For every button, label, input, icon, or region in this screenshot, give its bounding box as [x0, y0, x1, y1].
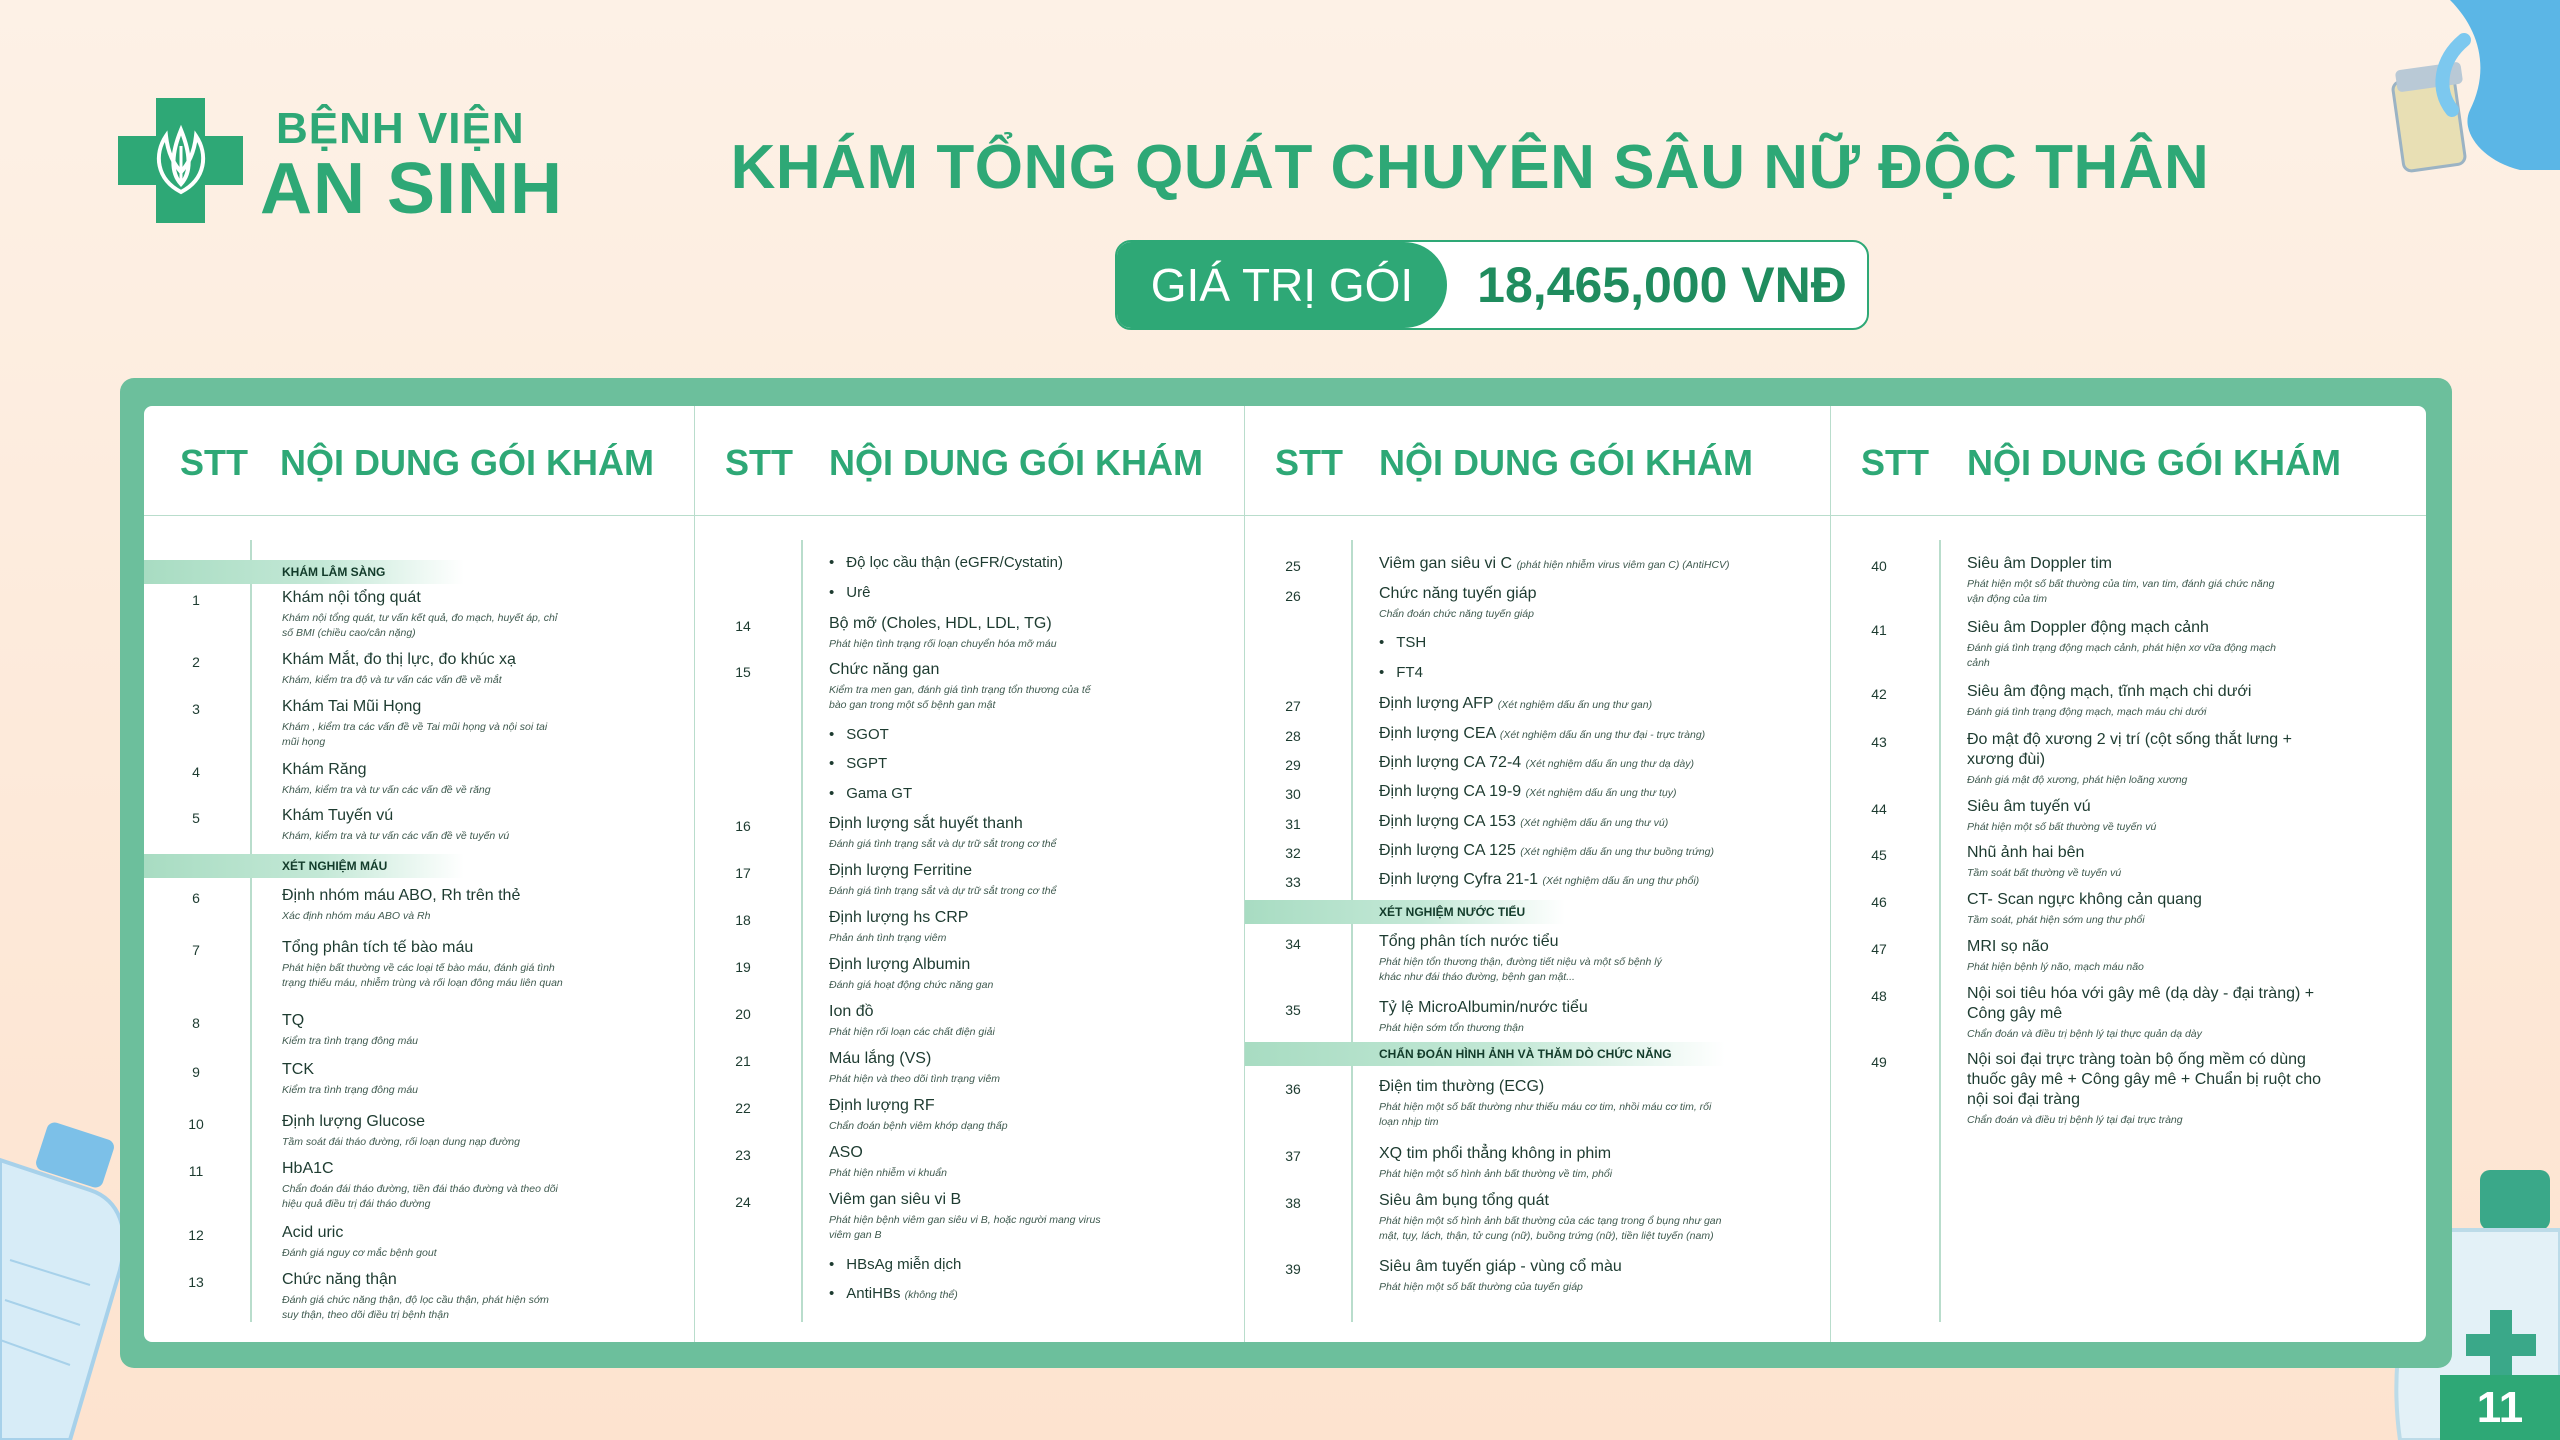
- item-name: Ion đồ: [829, 1003, 874, 1020]
- item-name: Khám Tai Mũi Họng: [282, 698, 422, 715]
- item-desc: Phát hiện một số bất thường của tuyến giáp: [1379, 1281, 1583, 1293]
- row-number: 44: [1871, 801, 1887, 817]
- item-desc: Chẩn đoán và điều trị bệnh lý tại đại trực tràng: [1967, 1114, 2183, 1126]
- sub-item: • AntiHBs (không thể): [829, 1285, 958, 1302]
- row-number: 19: [735, 959, 751, 975]
- item-name: TCK: [282, 1061, 314, 1078]
- item-desc: Phát hiện một số bất thường về tuyến vú: [1967, 821, 2157, 833]
- row-number: 35: [1285, 1002, 1301, 1018]
- item-desc: Xác định nhóm máu ABO và Rh: [282, 910, 431, 922]
- sub-item: • SGPT: [829, 755, 887, 772]
- item-desc: Phát hiện nhiễm vi khuẩn: [829, 1167, 947, 1179]
- row-number: 10: [188, 1116, 204, 1132]
- item-name: Định lượng hs CRP: [829, 909, 969, 926]
- item-name: XQ tim phổi thẳng không in phim: [1379, 1145, 1612, 1162]
- sub-item: • SGOT: [829, 726, 889, 743]
- hospital-logo: [118, 98, 600, 229]
- row-number: 27: [1285, 698, 1301, 714]
- item-desc: Đánh giá tình trạng sắt và dự trữ sắt trong cơ thể: [829, 838, 1057, 850]
- item-desc: Phát hiện rối loạn các chất điện giải: [829, 1026, 995, 1038]
- row-number: 39: [1285, 1261, 1301, 1277]
- item-name: Siêu âm bụng tổng quát: [1379, 1192, 1549, 1209]
- package-table-panel: [120, 378, 2452, 1368]
- item-desc: Phát hiện và theo dõi tình trạng viêm: [829, 1073, 1001, 1085]
- row-number: 9: [192, 1064, 200, 1080]
- package-price-box: [1115, 240, 1869, 330]
- row-number: 16: [735, 818, 751, 834]
- sub-item: • Độ lọc cầu thận (eGFR/Cystatin): [829, 554, 1063, 571]
- item-desc: Kiểm tra men gan, đánh giá tình trạng tổn thương của tế: [829, 684, 1091, 696]
- row-number: 21: [735, 1053, 751, 1069]
- sub-item: • Gama GT: [829, 785, 912, 802]
- item-name: Máu lắng (VS): [829, 1050, 932, 1067]
- column-header: [144, 406, 694, 516]
- item-name: Định lượng CA 19-9 (Xét nghiệm dấu ấn ung thư tụy): [1379, 783, 1677, 800]
- item-desc: Khám , kiểm tra các vấn đề về Tai mũi họng và nội soi tai: [282, 721, 548, 733]
- row-number: 22: [735, 1100, 751, 1116]
- row-number: 23: [735, 1147, 751, 1163]
- row-number: 29: [1285, 757, 1301, 773]
- row-number: 45: [1871, 847, 1887, 863]
- row-number: 42: [1871, 686, 1887, 702]
- item-name: Khám Mắt, đo thị lực, đo khúc xạ: [282, 651, 516, 668]
- item-name: Siêu âm tuyến giáp - vùng cổ màu: [1379, 1258, 1622, 1275]
- price-label: GIÁ TRỊ GÓI: [1117, 242, 1447, 328]
- item-desc: Khám, kiểm tra và tư vấn các vấn đề về tuyến vú: [282, 830, 510, 842]
- item-desc: khác như đái tháo đường, bệnh gan mật...: [1379, 971, 1575, 983]
- sub-item: • Urê: [829, 584, 870, 601]
- item-desc: Đánh giá chức năng thận, độ lọc cầu thận, phát hiện sớm: [282, 1294, 549, 1306]
- item-desc: Phát hiện một số bất thường của tim, van tim, đánh giá chức năng: [1967, 578, 2275, 590]
- row-number: 7: [192, 942, 200, 958]
- row-number: 31: [1285, 816, 1301, 832]
- item-name: CT- Scan ngực không cản quang: [1967, 891, 2202, 908]
- item-name: HbA1C: [282, 1160, 334, 1177]
- item-name: Định lượng AFP (Xét nghiệm dấu ấn ung thư gan): [1379, 695, 1653, 712]
- header-content: NỘI DUNG GÓI KHÁM: [829, 442, 1203, 483]
- table-column-1: [144, 406, 694, 1342]
- row-number: 18: [735, 912, 751, 928]
- row-number: 24: [735, 1194, 751, 1210]
- item-desc: hiệu quả điều trị đái tháo đường: [282, 1198, 431, 1210]
- row-number: 40: [1871, 558, 1887, 574]
- item-desc: loạn nhịp tim: [1379, 1116, 1439, 1128]
- header-content: NỘI DUNG GÓI KHÁM: [1967, 442, 2341, 483]
- item-desc: bào gan trong một số bệnh gan mật: [829, 699, 996, 711]
- logo-text-line2: AN SINH: [260, 149, 564, 229]
- row-number: 1: [192, 592, 200, 608]
- price-value: 18,465,000 VNĐ: [1477, 257, 1847, 313]
- item-name: Định lượng CA 72-4 (Xét nghiệm dấu ấn ung thư dạ dày): [1379, 754, 1694, 771]
- row-number: 13: [188, 1274, 204, 1290]
- item-desc: Đánh giá hoạt động chức năng gan: [829, 979, 994, 991]
- item-name: Nội soi đại trực tràng toàn bộ ống mềm có dùng: [1967, 1051, 2306, 1068]
- row-number: 34: [1285, 936, 1301, 952]
- item-desc: mũi họng: [282, 736, 326, 748]
- item-desc: Phát hiện một số bất thường như thiếu máu cơ tim, nhồi máu cơ tim, rối: [1379, 1101, 1712, 1113]
- item-name: Định lượng CA 153 (Xét nghiệm dấu ấn ung thư vú): [1379, 813, 1669, 830]
- item-desc: Đánh giá tình trạng động mạch, mạch máu chi dưới: [1967, 706, 2207, 718]
- item-desc: Phát hiện một số hình ảnh bất thường về tim, phổi: [1379, 1168, 1613, 1180]
- item-desc: Kiểm tra tình trạng đông máu: [282, 1035, 418, 1047]
- item-desc: Phát hiện bất thường về các loại tế bào máu, đánh giá tình: [282, 962, 555, 974]
- item-name: Viêm gan siêu vi B: [829, 1191, 962, 1208]
- row-number: 12: [188, 1227, 204, 1243]
- item-desc: Đánh giá tình trạng động mạch cảnh, phát hiện xơ vữa động mạch: [1967, 642, 2276, 654]
- item-desc: Chẩn đoán chức năng tuyến giáp: [1379, 608, 1534, 620]
- item-desc: Phát hiện sớm tổn thương thận: [1379, 1022, 1524, 1034]
- item-desc: Khám, kiểm tra độ và tư vấn các vấn đề về mắt: [282, 674, 502, 686]
- item-name: Chức năng gan: [829, 661, 940, 678]
- header-stt: STT: [725, 442, 793, 483]
- column-header: [1831, 406, 2426, 516]
- row-number: 2: [192, 654, 200, 670]
- item-desc: Tầm soát đái tháo đường, rối loạn dung nạp đường: [282, 1136, 520, 1148]
- item-name: Khám Tuyến vú: [282, 807, 394, 824]
- item-name: Tổng phân tích nước tiểu: [1379, 933, 1559, 950]
- item-name-cont: nội soi đại tràng: [1967, 1091, 2080, 1108]
- item-name: Tỷ lệ MicroAlbumin/nước tiểu: [1379, 999, 1588, 1016]
- item-desc: vận động của tim: [1967, 593, 2047, 605]
- item-name: Khám nội tổng quát: [282, 589, 421, 606]
- item-name-cont: thuốc gây mê + Công gây mê + Chuẩn bị ruột cho: [1967, 1071, 2321, 1088]
- item-name: Nhũ ảnh hai bên: [1967, 844, 2085, 861]
- item-name: Định lượng sắt huyết thanh: [829, 815, 1023, 832]
- row-number: 32: [1285, 845, 1301, 861]
- sub-item: • FT4: [1379, 664, 1423, 681]
- row-number: 8: [192, 1015, 200, 1031]
- item-name: Định lượng CEA (Xét nghiệm dấu ấn ung thư đại - trực tràng): [1379, 725, 1706, 742]
- row-number: 33: [1285, 874, 1301, 890]
- item-desc: Phát hiện một số hình ảnh bất thường của các tạng trong ổ bụng như gan: [1379, 1215, 1722, 1227]
- column-header: [1245, 406, 1830, 516]
- row-number: 37: [1285, 1148, 1301, 1164]
- item-desc: Đánh giá nguy cơ mắc bệnh gout: [282, 1247, 437, 1259]
- item-name: MRI sọ não: [1967, 938, 2049, 955]
- logo-text-line1: BỆNH VIỆN: [276, 104, 525, 153]
- item-name: Siêu âm Doppler tim: [1967, 555, 2112, 572]
- item-desc: Khám nội tổng quát, tư vấn kết quả, đo mạch, huyết áp, chỉ: [282, 612, 558, 624]
- table-column-2: [694, 406, 1244, 1342]
- header-content: NỘI DUNG GÓI KHÁM: [280, 442, 654, 483]
- item-desc: Đánh giá tình trạng sắt và dự trữ sắt trong cơ thể: [829, 885, 1057, 897]
- item-name: Định lượng Cyfra 21-1 (Xét nghiệm dấu ấn ung thư phổi): [1379, 871, 1700, 888]
- row-number: 20: [735, 1006, 751, 1022]
- item-name: Định lượng Ferritine: [829, 862, 973, 879]
- item-desc: Phát hiện bệnh lý não, mạch máu não: [1967, 961, 2144, 973]
- item-desc: Phản ánh tình trạng viêm: [829, 932, 947, 944]
- gloved-hand-sample-icon: [2360, 0, 2560, 200]
- row-number: 4: [192, 764, 200, 780]
- page-number: 11: [2440, 1375, 2560, 1440]
- row-number: 25: [1285, 558, 1301, 574]
- row-number: 15: [735, 664, 751, 680]
- row-number: 46: [1871, 894, 1887, 910]
- item-desc: Phát hiện bệnh viêm gan siêu vi B, hoặc người mang virus: [829, 1214, 1101, 1226]
- row-number: 3: [192, 701, 200, 717]
- item-name: Định lượng Glucose: [282, 1113, 426, 1130]
- item-name: Định lượng Albumin: [829, 956, 971, 973]
- row-number: 41: [1871, 622, 1887, 638]
- row-number: 28: [1285, 728, 1301, 744]
- item-desc: mật, tụy, lách, thận, tử cung (nữ), buồng trứng (nữ), tiền liệt tuyến (nam): [1379, 1230, 1714, 1242]
- item-name: Chức năng thận: [282, 1271, 397, 1288]
- row-number: 48: [1871, 988, 1887, 1004]
- column-header: [695, 406, 1244, 516]
- table-column-3: [1244, 406, 1830, 1342]
- sub-item: • HBsAg miễn dịch: [829, 1256, 961, 1273]
- item-name-cont: xương đùi): [1967, 751, 2046, 768]
- item-name: Định lượng RF: [829, 1097, 935, 1114]
- row-number: 30: [1285, 786, 1301, 802]
- header-stt: STT: [180, 442, 248, 483]
- item-name: Định lượng CA 125 (Xét nghiệm dấu ấn ung thư buồng trứng): [1379, 842, 1714, 859]
- sub-item-note: (không thể): [904, 1289, 958, 1301]
- page-title: KHÁM TỔNG QUÁT CHUYÊN SÂU NỮ ĐỘC THÂN: [730, 133, 2210, 202]
- item-name: Đo mật độ xương 2 vị trí (cột sống thắt lưng +: [1967, 731, 2292, 748]
- item-desc: Tầm soát, phát hiện sớm ung thư phổi: [1967, 914, 2145, 926]
- row-number: 47: [1871, 941, 1887, 957]
- item-name: Viêm gan siêu vi C (phát hiện nhiễm virus viêm gan C) (AntiHCV): [1379, 555, 1730, 572]
- item-desc: Chẩn đoán đái tháo đường, tiền đái tháo đường và theo dõi: [282, 1183, 558, 1195]
- section-imaging: CHẨN ĐOÁN HÌNH ẢNH VÀ THĂM DÒ CHỨC NĂNG: [1245, 1042, 1725, 1066]
- item-desc: Phát hiện tình trạng rối loạn chuyển hóa mỡ máu: [829, 638, 1057, 650]
- item-name-cont: Công gây mê: [1967, 1005, 2063, 1022]
- section-clinical-exam: KHÁM LÂM SÀNG: [144, 560, 464, 584]
- header-stt: STT: [1275, 442, 1343, 483]
- item-name: Định nhóm máu ABO, Rh trên thẻ: [282, 887, 521, 904]
- row-number: 6: [192, 890, 200, 906]
- item-name: Khám Răng: [282, 761, 367, 778]
- item-desc: Kiểm tra tình trạng đông máu: [282, 1084, 418, 1096]
- header-content: NỘI DUNG GÓI KHÁM: [1379, 442, 1753, 483]
- item-desc: suy thận, theo dõi điều trị bệnh thận: [282, 1309, 449, 1321]
- item-name: ASO: [829, 1144, 863, 1161]
- item-name: Siêu âm tuyến vú: [1967, 798, 2091, 815]
- item-name: Chức năng tuyến giáp: [1379, 585, 1537, 602]
- item-desc: Đánh giá mật độ xương, phát hiện loãng xương: [1967, 774, 2188, 786]
- item-name: Nội soi tiêu hóa với gây mê (dạ dày - đại tràng) +: [1967, 985, 2315, 1002]
- row-number: 49: [1871, 1054, 1887, 1070]
- row-number: 14: [735, 618, 751, 634]
- row-number: 5: [192, 810, 200, 826]
- item-desc: viêm gan B: [829, 1229, 882, 1241]
- row-number: 38: [1285, 1195, 1301, 1211]
- item-desc: Khám, kiểm tra và tư vấn các vấn đề về răng: [282, 784, 491, 796]
- item-name: TQ: [282, 1012, 305, 1029]
- row-number: 11: [188, 1163, 204, 1179]
- item-name: Điện tim thường (ECG): [1379, 1078, 1545, 1095]
- sub-item: • TSH: [1379, 634, 1426, 651]
- item-name: Acid uric: [282, 1224, 344, 1241]
- row-number: 43: [1871, 734, 1887, 750]
- section-urine-test: XÉT NGHIỆM NƯỚC TIỂU: [1245, 900, 1565, 924]
- section-blood-test: XÉT NGHIỆM MÁU: [144, 854, 464, 878]
- row-number: 17: [735, 865, 751, 881]
- item-desc: Chẩn đoán và điều trị bệnh lý tại thực quản dạ dày: [1967, 1028, 2202, 1040]
- item-name: Bộ mỡ (Choles, HDL, LDL, TG): [829, 615, 1052, 632]
- table-column-4: [1830, 406, 2426, 1342]
- item-desc: cảnh: [1967, 657, 1990, 669]
- hospital-cross-leaf-icon: [118, 98, 243, 223]
- item-desc: Chẩn đoán bệnh viêm khớp dạng thấp: [829, 1120, 1008, 1132]
- item-desc: trạng thiếu máu, nhiễm trùng và rối loạn đông máu liên quan: [282, 977, 563, 989]
- item-desc: số BMI (chiều cao/cân nặng): [282, 627, 416, 639]
- item-name: Siêu âm Doppler động mạch cảnh: [1967, 619, 2209, 636]
- header-stt: STT: [1861, 442, 1929, 483]
- row-number: 26: [1285, 588, 1301, 604]
- item-desc: Tầm soát bất thường về tuyến vú: [1967, 867, 2122, 879]
- row-number: 36: [1285, 1081, 1301, 1097]
- package-table: [144, 406, 2426, 1342]
- item-desc: Phát hiện tổn thương thận, đường tiết niệu và một số bệnh lý: [1379, 956, 1662, 968]
- item-name: Siêu âm động mạch, tĩnh mạch chi dưới: [1967, 683, 2252, 700]
- item-name: Tổng phân tích tế bào máu: [282, 939, 474, 956]
